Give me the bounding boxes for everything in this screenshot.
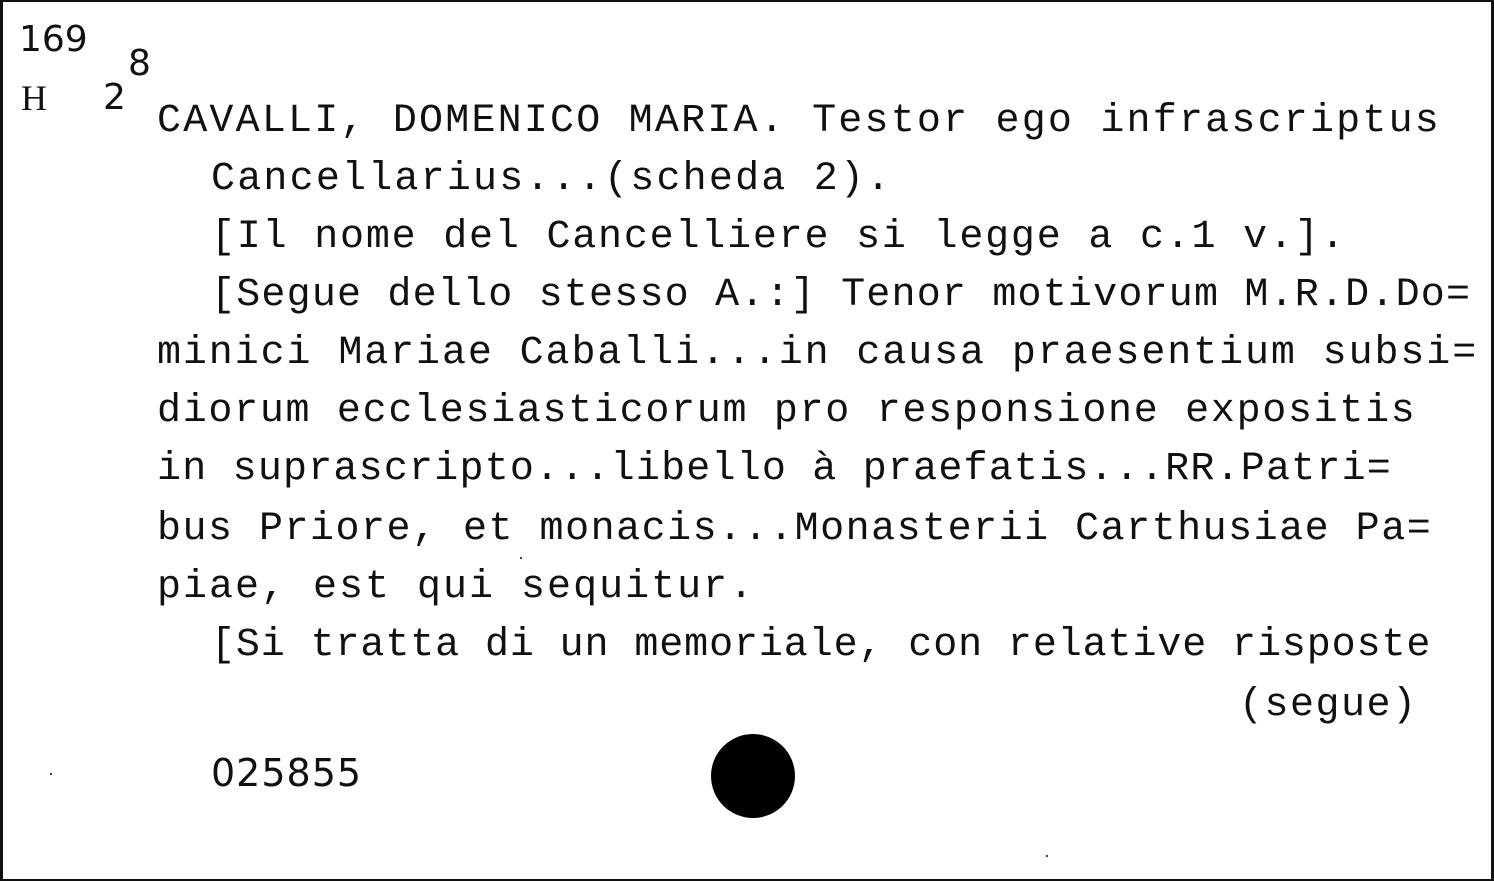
entry-line-9: piae, est qui sequitur.: [157, 565, 756, 610]
continuation-note: (segue): [1239, 683, 1418, 728]
entry-line-7: in suprascripto...libello à praefatis...RR.Patri=: [157, 447, 1392, 492]
entry-line-5: minici Mariae Caballi...in causa praesentium subsi=: [157, 331, 1479, 376]
entry-line-3: [Il nome del Cancelliere si legge a c.1 v.].: [211, 215, 1347, 260]
dust-speck: [1046, 855, 1048, 857]
shelfmark-letter: H: [21, 78, 47, 118]
entry-line-4: [Segue dello stesso A.:] Tenor motivorum M.R.D.Do=: [211, 273, 1472, 318]
entry-line-1: CAVALLI, DOMENICO MARIA. Testor ego infrascriptus: [157, 99, 1441, 144]
dust-speck: [520, 557, 522, 559]
dust-speck: [50, 773, 52, 775]
shelfmark-superscript: 8: [128, 43, 151, 84]
shelfmark-subnumber: 2: [103, 77, 126, 118]
entry-line-8: bus Priore, et monacis...Monasterii Carthusiae Pa=: [157, 507, 1433, 552]
entry-line-2: Cancellarius...(scheda 2).: [211, 157, 893, 202]
entry-line-10: [Si tratta di un memoriale, con relative risposte: [211, 623, 1432, 668]
shelfmark-number: 169: [19, 19, 88, 60]
card-number: 025855: [211, 751, 363, 795]
punch-hole: [711, 734, 795, 818]
entry-line-6: diorum ecclesiasticorum pro responsione expositis: [157, 389, 1417, 434]
